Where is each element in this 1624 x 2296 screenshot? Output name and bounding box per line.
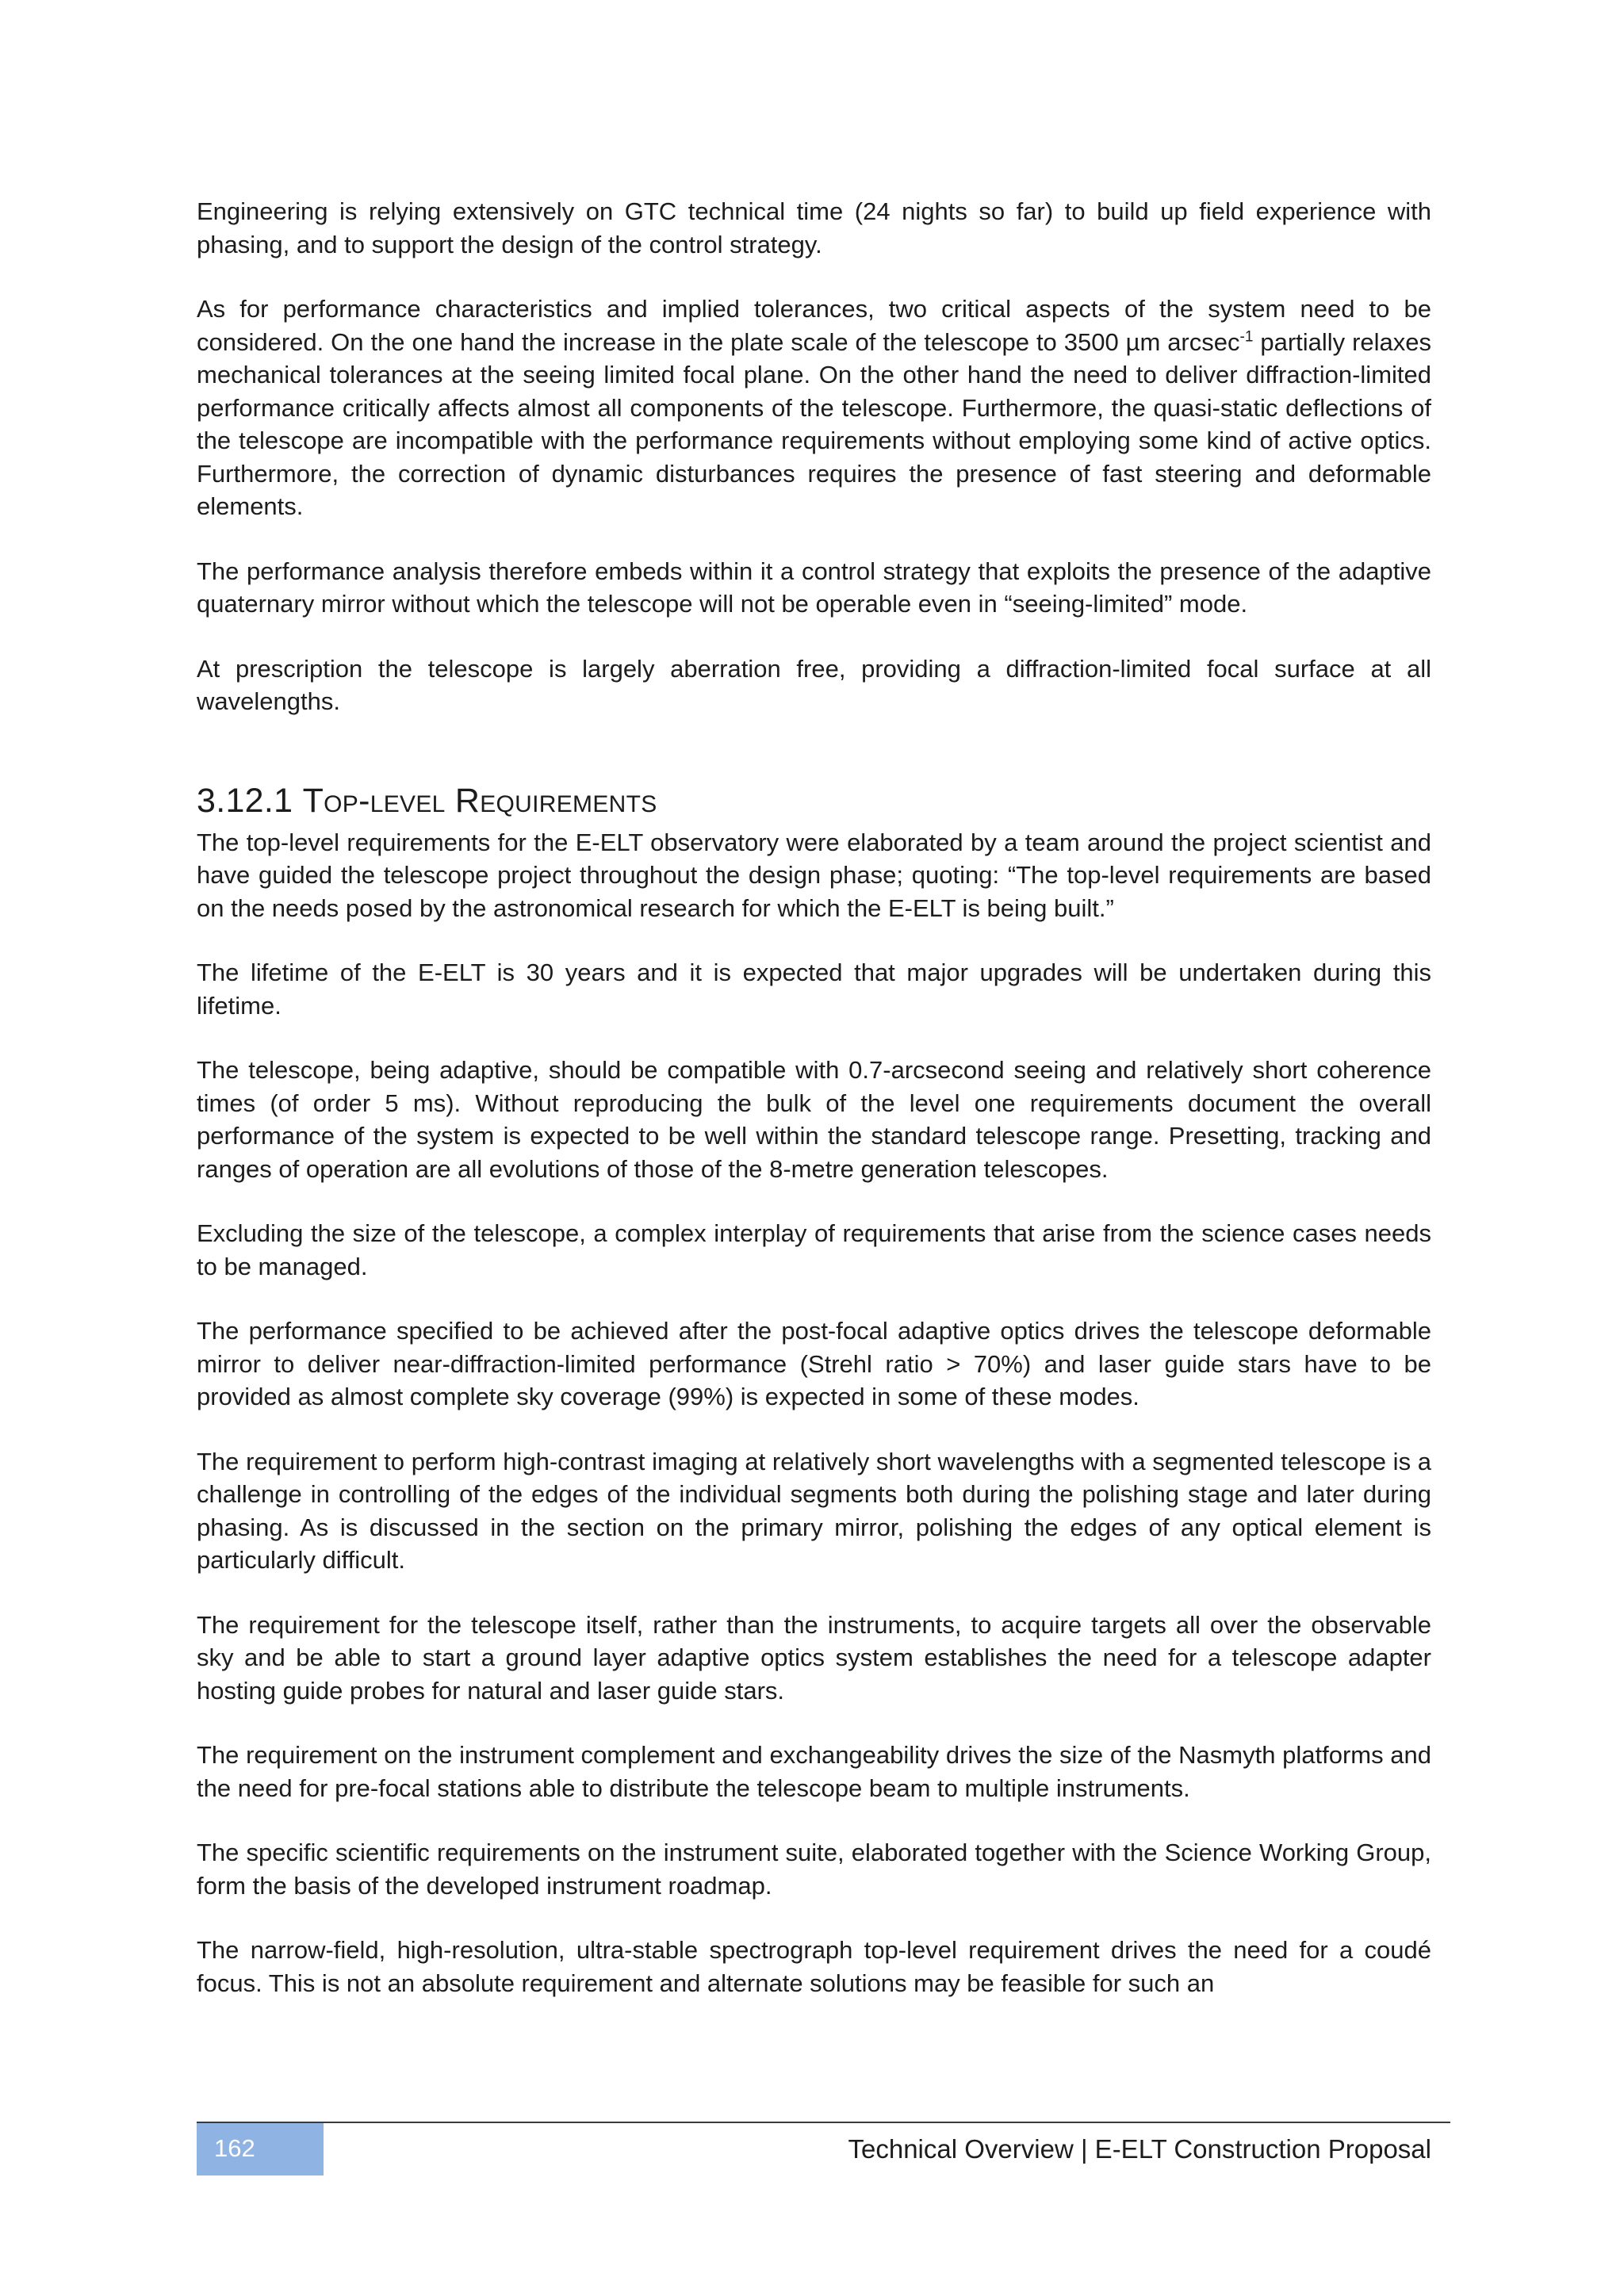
- paragraph-performance-tolerances-rest: partially relaxes mechanical tolerances at the seeing limited focal plane. On the other hand the need to deliver diffraction-limited performance critically affects almost all components of the telescope. Furthermore, the quasi-static deflections of the telescope are incompatible with the performance requirements without employing some kind of active optics. Furthermore, the correction of dynamic disturbances requires the presence of fast steering and deformable elements.: [197, 327, 1432, 520]
- section-number: 3.12.1: [197, 781, 293, 820]
- paragraph-target-acquisition: The requirement for the telescope itself, rather than the instruments, to acquire targets all over the observable sky and be able to start a ground layer adaptive optics system establishes the need for a telescope adapter hosting guide probes for natural and laser guide stars.: [197, 1610, 1431, 1705]
- section-title: Top-level Requirements: [302, 781, 657, 820]
- page-number-badge: [197, 2123, 324, 2175]
- paragraph-performance-tolerances: [197, 293, 1431, 523]
- paragraph-instrument-roadmap: The specific scientific requirements on the instrument suite, elaborated together with the Science Working Group, form the basis of the developed instrument roadmap.: [197, 1839, 1431, 1900]
- page-number: 162: [214, 2134, 255, 2162]
- paragraph-performance-tolerances-start: As for performance characteristics and implied tolerances, two critical aspects of the system need to be considered. On the one hand the increase in the plate scale of the telescope to 3500 µm arcsec: [197, 295, 1431, 356]
- paragraph-instrument-complement: The requirement on the instrument complement and exchangeability drives the size of the Nasmyth platforms and the need for pre-focal stations able to distribute the telescope beam to multiple instruments.: [197, 1741, 1431, 1802]
- paragraph-lifetime: The lifetime of the E-ELT is 30 years and it is expected that major upgrades will be undertaken during this lifetime.: [197, 959, 1431, 1020]
- paragraph-requirements-interplay: Excluding the size of the telescope, a complex interplay of requirements that arise from the science cases needs to be managed.: [197, 1219, 1431, 1280]
- footer-title: Technical Overview | E-ELT Construction Proposal: [848, 2134, 1431, 2164]
- paragraph-gtc-engineering: Engineering is relying extensively on GTC technical time (24 nights so far) to build up field experience with phasing, and to support the design of the control strategy.: [197, 197, 1431, 258]
- page-body: [197, 195, 1431, 2031]
- paragraph-coude-focus: The narrow-field, high-resolution, ultra-stable spectrograph top-level requirement drives the need for a coudé focus. This is not an absolute requirement and alternate solutions may be feasible for such an: [197, 1936, 1431, 1997]
- superscript-minus-one: -1: [1239, 328, 1254, 346]
- section-heading: [197, 780, 1431, 821]
- paragraph-top-level-origin: The top-level requirements for the E-ELT observatory were elaborated by a team around the project scientist and have guided the telescope project throughout the design phase; quoting: “The top-level requirements are based on the needs posed by the astronomical research for which the E-ELT is being built.”: [197, 828, 1431, 922]
- footer-divider: [197, 2122, 1450, 2123]
- paragraph-seeing-compatibility: The telescope, being adaptive, should be compatible with 0.7-arcsecond seeing and relatively short coherence times (of order 5 ms). Without reproducing the bulk of the level one requirements document the overall performance of the system is expected to be well within the standard telescope range. Presetting, tracking and ranges of operation are all evolutions of those of the 8-metre generation telescopes.: [197, 1056, 1431, 1183]
- paragraph-high-contrast-imaging: The requirement to perform high-contrast imaging at relatively short wavelengths with a segmented telescope is a challenge in controlling of the edges of the individual segments both during the polishing stage and later during phasing. As is discussed in the section on the primary mirror, polishing the edges of any optical element is particularly difficult.: [197, 1447, 1431, 1574]
- paragraph-control-strategy: The performance analysis therefore embeds within it a control strategy that exploits the presence of the adaptive quaternary mirror without which the telescope will not be operable even in “seeing-limited” mode.: [197, 557, 1431, 618]
- paragraph-prescription: At prescription the telescope is largely aberration free, providing a diffraction-limited focal surface at all wavelengths.: [197, 654, 1431, 715]
- paragraph-adaptive-optics-performance: The performance specified to be achieved after the post-focal adaptive optics drives the telescope deformable mirror to deliver near-diffraction-limited performance (Strehl ratio > 70%) and laser guide stars have to be provided as almost complete sky coverage (99%) is expected in some of these modes.: [197, 1317, 1431, 1410]
